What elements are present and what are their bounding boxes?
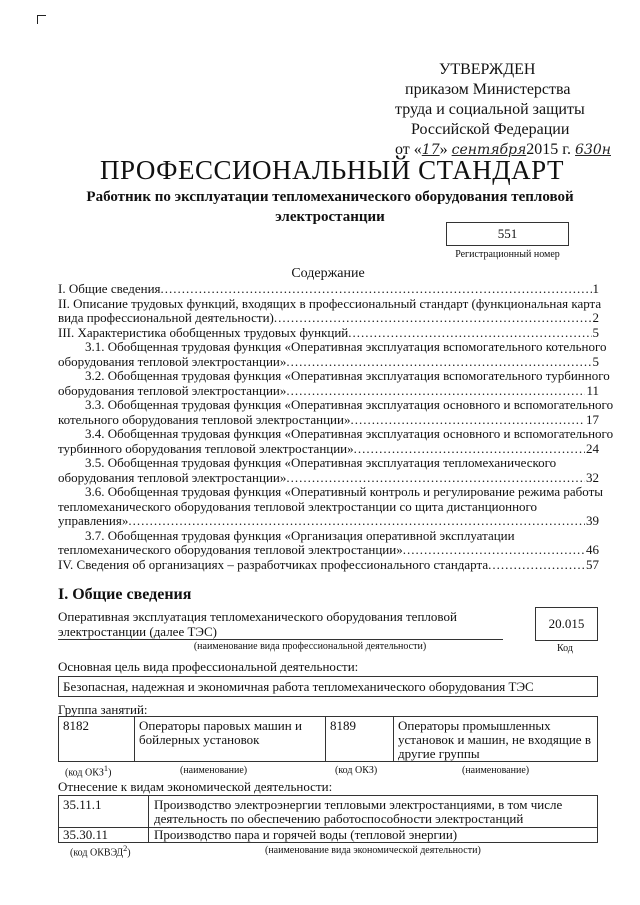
toc-entry[interactable]: оборудования тепловой электростанции» ..... 11 (58, 384, 599, 399)
approval-line-federation: Российской Федерации (411, 121, 570, 138)
toc-heading: Содержание (291, 266, 365, 281)
okved-caption: (код ОКВЭД$^2$) (70, 844, 131, 859)
group-name-line1: Операторы паровых машин и (139, 718, 302, 733)
toc-entry[interactable]: оборудования тепловой электростанции» ..... 5 (58, 355, 599, 370)
econ-code: 35.30.11 (63, 827, 109, 842)
okz-caption-2: (код ОКЗ) (335, 765, 378, 776)
page-title: ПРОФЕССИОНАЛЬНЫЙ СТАНДАРТ (99, 155, 565, 185)
econ-label: Отнесение к видам экономической деятельности: (58, 779, 333, 794)
okz-caption: (код ОКЗ$^1$) (65, 764, 112, 779)
activity-name-line1: Оперативная эксплуатация тепломеханического оборудования тепловой (58, 609, 457, 624)
econ-name-line2: деятельность по обеспечению работоспособности электростанций (154, 811, 524, 826)
econ-name-line1: Производство электроэнергии тепловыми электростанциями, в том числе (154, 797, 563, 812)
toc-entry-line: 3.1. Обобщенная трудовая функция «Оперативная эксплуатация вспомогательного котельного (85, 339, 607, 354)
activity-name-line2: электростанции (далее ТЭС) (58, 624, 217, 639)
group-label: Группа занятий: (58, 702, 148, 717)
approval-date-year: 2015 г. (526, 141, 572, 158)
activity-underline (58, 639, 503, 640)
toc-entry[interactable]: вида профессиональной деятельности) ..... 2 (58, 311, 599, 326)
name-caption-2: (наименование) (462, 765, 530, 776)
econ-activity-table (58, 795, 598, 843)
toc-entry[interactable]: турбинного оборудования тепловой электростанции» ..... 24 (58, 442, 599, 457)
group-code: 8182 (63, 718, 89, 733)
section-heading: I. Общие сведения (58, 586, 192, 603)
approval-date-month: сентября (451, 142, 527, 158)
registration-label: Регистрационный номер (455, 249, 560, 260)
toc-entry-line: II. Описание трудовых функций, входящих в профессиональный стандарт (функциональная карта (58, 295, 602, 311)
econ-code: 35.11.1 (63, 797, 102, 812)
occupation-group-table (58, 716, 598, 762)
approval-line-order: приказом Министерства (405, 81, 571, 98)
toc-entry[interactable]: оборудования тепловой электростанции» ..... 32 (58, 471, 599, 486)
toc-entry[interactable]: I. Общие сведения ..... 1 (58, 282, 599, 297)
group-name-line2: бойлерных установок (139, 732, 260, 747)
table-of-contents (58, 281, 614, 572)
approval-date-line: от «17» сентября2015 г. 630н (395, 141, 611, 158)
toc-entry[interactable]: управления» ..... 39 (58, 514, 599, 529)
econ-name-line1: Производство пара и горячей воды (тепловой энергии) (154, 827, 458, 842)
name-caption: (наименование) (180, 765, 248, 776)
toc-entry[interactable]: III. Характеристика обобщенных трудовых функций ..... 5 (58, 326, 599, 341)
approval-line-ministry: труда и социальной защиты (395, 101, 585, 118)
group-name-line2: установок и машин, не входящие в (398, 732, 591, 747)
toc-entry-line: 3.6. Обобщенная трудовая функция «Оперативный контроль и регулирование режима работы (85, 484, 604, 499)
toc-entry[interactable]: котельного оборудования тепловой электростанции» ..... 17 (58, 413, 599, 428)
approval-order-number: 630н (575, 142, 611, 158)
toc-entry-line: 3.3. Обобщенная трудовая функция «Оперативная эксплуатация основного и вспомогательного (85, 397, 614, 412)
code-caption: Код (557, 643, 573, 654)
approval-date-day: 17 (421, 142, 440, 158)
approval-heading: УТВЕРЖДЕН (439, 61, 536, 78)
goal-text-box (58, 676, 598, 697)
goal-text: Безопасная, надежная и экономичная работа тепломеханического оборудования ТЭС (63, 679, 534, 694)
activity-code-box: 20.015 (535, 607, 598, 641)
toc-entry[interactable]: IV. Сведения об организациях – разработчиках профессионального стандарта ..... 57 (58, 558, 599, 573)
toc-entry-line: 3.5. Обобщенная трудовая функция «Оперативная эксплуатация тепломеханического (85, 455, 557, 470)
registration-number: 551 (446, 222, 569, 246)
approval-block (395, 60, 611, 160)
goal-label: Основная цель вида профессиональной деятельности: (58, 659, 359, 674)
toc-entry-line: 3.2. Обобщенная трудовая функция «Оперативная эксплуатация вспомогательного турбинного (85, 368, 610, 383)
group-code: 8189 (330, 718, 356, 733)
corner-mark (37, 15, 46, 24)
toc-entry-line: тепломеханического оборудования тепловой электростанции со щита дистанционного (58, 498, 538, 514)
toc-entry[interactable]: тепломеханического оборудования тепловой электростанции» ..... 46 (58, 543, 599, 558)
toc-entry-line: 3.4. Обобщенная трудовая функция «Оперативная эксплуатация основного и вспомогательного (85, 426, 614, 441)
group-name-line3: другие группы (398, 746, 480, 761)
group-name-line1: Операторы промышленных (398, 718, 551, 733)
activity-name-caption: (наименование вида профессиональной деятельности) (193, 641, 427, 652)
toc-entry-line: 3.7. Обобщенная трудовая функция «Организация оперативной эксплуатации (85, 527, 515, 543)
econ-name-caption: (наименование вида экономической деятельности) (265, 845, 481, 856)
page-subtitle: Работник по эксплуатации тепломеханического оборудования тепловой электростанции (86, 189, 574, 225)
